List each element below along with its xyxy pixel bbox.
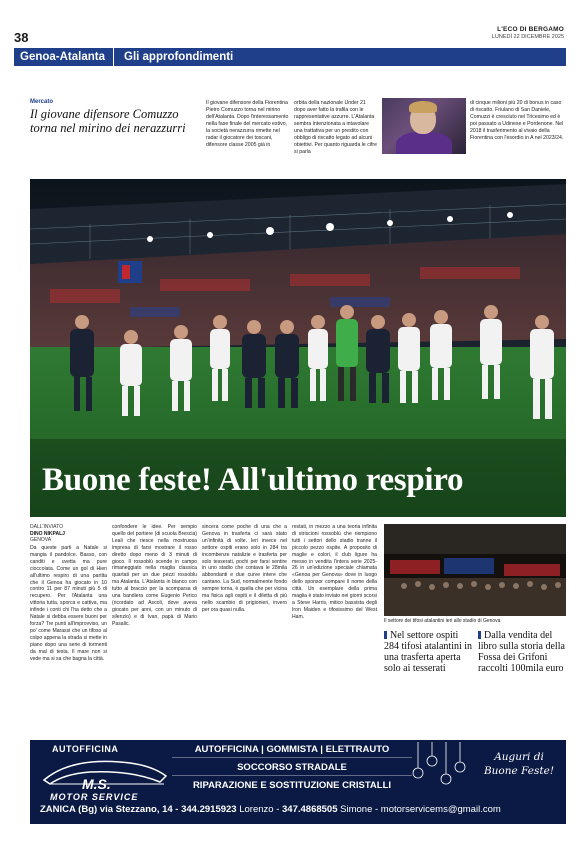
article-column-4-text: restati, in mezzo a una teoria infinita di striscioni rossoblù che riempiono tutti i settori dello stadio tranne il piccolo pezzo ospite. A proposito di maglie e colori, il club ligure ha messo in vendita l'intera serie 2025-26 in un'edizione speciale chiamata «Genoa per Genova» dove in luogo dello sponsor compare il nome della città. Un esemplare della prima maglia è stato inviato nei giorni scorsi a Steve Harris, mitico bassista degli Iron Maiden e tifosissimo del West Ham. xyxy=(292,524,377,620)
ad-greeting xyxy=(474,750,564,778)
ad-logo-ms: M.S. xyxy=(82,776,111,792)
article-column-3-text: sincera come poche di una che a Genova in trasferta ci sarà stato un'infinità di volte. Ieri invece nel settore ospiti erano solo in 284 tra incombenze natalizie e trasferta per solo tesserati, pochi per farsi sentire in uno stadio che contava le 28mila abbondanti e due curve intere che cantano. La Sud, normalmente fondo sempre torna, è quella che per vicina ma fisica agli ospiti e il diletta di più nello scambio di prigionieri, invero per ora quasi nulla. xyxy=(202,524,287,613)
byline xyxy=(30,524,65,544)
ad-address: ZANICA (Bg) via Stezzano, 14 - xyxy=(40,804,182,815)
page-number: 38 xyxy=(14,30,29,45)
highlight-marker xyxy=(384,631,387,639)
highlight-box-away-fans-text: Nel settore ospiti 284 tifosi atalantini in una trasferta aperta solo ai tesserati xyxy=(384,630,473,674)
article-column-2-text: confondere le idee. Per sempio quello del portiere (di scuola Brescia) Leali che riesce nella mostruosa impresa di farsi mostrare il rosso diretto dopo meno di 3 minuti di gioco. Il rossoblù scende in campo rimaneggiato nella maglia classica quartati per un due pezzi rossoblu ma Atalanta. L'Atalanta in bianco con tutto al braccio per la scomparsa di una bandiera come Eugenio Perico (ricordato ad Ascoli, dove aveva giocato per anni, con un minuto di silenzio) e di Ivan, papà di Mario Pasalic. xyxy=(112,524,197,627)
article-column-1-text: Da queste parti a Natale si mangia il pandolce. Basso, con canditi e uvetta ma pure cioccolata. Come un gol di Hien all'ultimo respiro di una partita che il Genoa ha giocato in 10 contro 11 per 87 minuti più 5 di recupero. Per l'Atalanta una vittoria tutta, sporca e cattiva, ma infinde i conti chi l'ha detto che a Natale si debba essere buoni per forza? Tre punti all'improvviso, un po' come Marassi che un tifoso al colpo appena la strada si mette in piano dopo una serie di tormenti da mal di testa. Il mare non si vede ma si sa che bagna la città. xyxy=(30,545,107,662)
highlight-box-book-sales-text: Dalla vendita del libro sulla storia della Fossa dei Grifoni raccolti 100mila euro xyxy=(478,630,565,674)
ad-phone-lorenzo[interactable]: 344.2915923 xyxy=(181,804,237,815)
ad-email[interactable]: motorservicems@gmail.com xyxy=(380,804,501,815)
masthead-name: L'ECO DI BERGAMO xyxy=(497,26,564,33)
ad-glass-repair: RIPARAZIONE E SOSTITUZIONE CRISTALLI xyxy=(192,780,392,791)
fans-sector-photo xyxy=(384,524,566,616)
article-column-2 xyxy=(112,524,197,628)
main-headline: Buone feste! All'ultimo respiro xyxy=(42,462,464,498)
ad-services: AUTOFFICINA | GOMMISTA | ELETTRAUTO xyxy=(194,744,390,755)
ad-greeting-line-2: Buone Feste! xyxy=(483,765,555,777)
highlight-box-book-sales xyxy=(478,630,568,674)
issue-date: LUNEDÌ 22 DICEMBRE 2025 xyxy=(491,34,564,40)
highlight-box-away-fans xyxy=(384,630,474,674)
masthead xyxy=(492,26,564,40)
section-bar xyxy=(14,48,566,66)
byline-label: DALL'INVIATO xyxy=(30,524,64,530)
portrait-shirt xyxy=(396,132,452,154)
ad-contact-lorenzo: Lorenzo - xyxy=(236,804,283,815)
ad-divider xyxy=(172,757,412,758)
ad-greeting-line-1: Auguri di xyxy=(494,751,544,763)
ad-phone-simone[interactable]: 347.4868505 xyxy=(282,804,338,815)
ad-contacts xyxy=(40,804,556,815)
author-name: DINO NIKPALJ xyxy=(30,530,65,537)
article-column-4 xyxy=(292,524,377,621)
player-portrait-photo xyxy=(382,98,466,154)
article-column-1 xyxy=(30,545,107,662)
brief-kicker: Mercato xyxy=(30,99,54,105)
brief-column-1: Il giovane difensore della Fiorentina Pietro Comuzzo torna nel mirino dell'Atalanta. Dopo l'interessamento nella fase finale del mercato estivo, la società nerazzurra rimette nel radar il giocatore dei toscani, difensore classe 2005 già in xyxy=(206,100,289,148)
subsection-title: Gli approfondimenti xyxy=(124,51,234,63)
fans-sector-illustration xyxy=(384,524,566,616)
brief-title: Il giovane difensore Comuzzo torna nel mirino dei nerazzurri xyxy=(30,107,186,135)
dateline: GENOVA xyxy=(30,537,52,543)
christmas-ornaments-icon xyxy=(410,742,474,802)
ad-contact-simone: Simone - xyxy=(337,804,381,815)
article-column-3 xyxy=(202,524,287,614)
ad-logo-motor-service: MOTOR SERVICE xyxy=(50,792,139,802)
highlight-marker xyxy=(478,631,481,639)
ad-road-assistance: SOCCORSO STRADALE xyxy=(237,762,347,773)
section-title: Genoa-Atalanta xyxy=(14,48,113,66)
brief-column-2: orbita della nazionale Under 21 dopo aver fatto la trafila con le rappresentative azzurre. L'Atalanta sembra intenzionata a intavolare una trattativa per un prestito con obbligo di riscatto legato ad alcuni obiettivi. Per quanto riguarda le cifre si parla xyxy=(294,100,378,155)
advertisement-banner[interactable] xyxy=(30,740,566,824)
portrait-hair xyxy=(409,101,437,113)
brief-column-3: di cinque milioni più 20 di bonus in caso di riscatto. Friulano di San Daniele, Comuzzi è cresciuto nel Tricesimo ed è poi passato a Udinese e Pordenone. Nel 2018 il trasferimento al vivaio della Fiorentina con l'esordio in A nel 2023/24. xyxy=(470,100,564,141)
ad-divider xyxy=(172,775,412,776)
ad-brand-label: AUTOFFICINA xyxy=(52,744,119,754)
side-photo-caption: Il settore dei tifosi atalantini ieri allo stadio di Genova xyxy=(384,618,501,624)
